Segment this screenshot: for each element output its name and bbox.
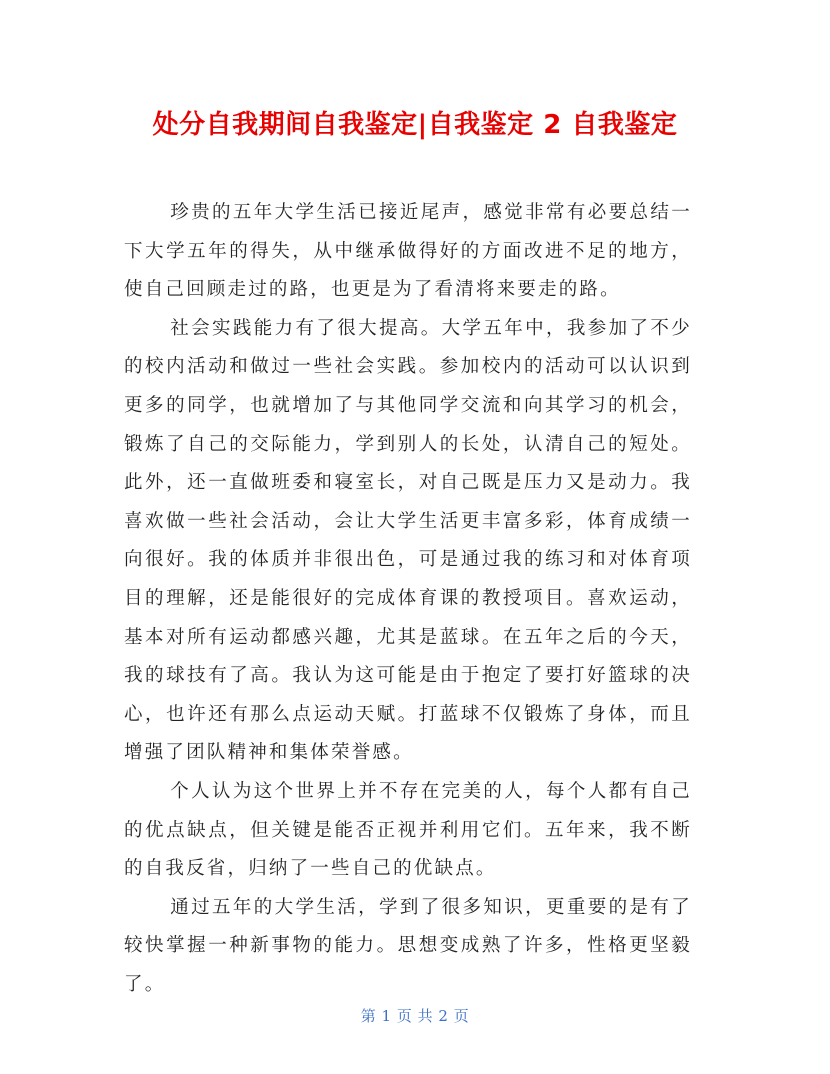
paragraph: 通过五年的大学生活，学到了很多知识，更重要的是有了较快掌握一种新事物的能力。思想变成熟了许多，性格更坚毅了。 xyxy=(124,896,692,995)
paragraph: 个人认为这个世界上并不存在完美的人，每个人都有自己的优点缺点，但关键是能否正视并利用它们。五年来，我不断的自我反省，归纳了一些自己的优缺点。 xyxy=(124,780,692,880)
document-title: 处分自我期间自我鉴定|自我鉴定 2 自我鉴定 xyxy=(152,110,678,140)
paragraph: 社会实践能力有了很大提高。大学五年中，我参加了不少的校内活动和做过一些社会实践。参加校内的活动可以认识到更多的同学，也就增加了与其他同学交流和向其学习的机会，锻炼了自己的交际能力，学到别人的长处，认清自己的短处。此外，还一直做班委和寝室长，对自己既是压力又是动力。我喜欢做一些社会活动，会让大学生活更丰富多彩，体育成绩一向很好。我的体质并非很出色，可是通过我的练习和对体育项目的理解，还是能很好的完成体育课的教授项目。喜欢运动，基本对所有运动都感兴趣，尤其是蓝球。在五年之后的今天，我的球技有了高。我认为这可能是由于抱定了要打好篮球的决心，也许还有那么点运动天赋。打蓝球不仅锻炼了身体，而且增强了团队精神和集体荣誉感。 xyxy=(124,317,692,764)
paragraph: 珍贵的五年大学生活已接近尾声，感觉非常有必要总结一下大学五年的得失，从中继承做得好的方面改进不足的地方，使自己回顾走过的路，也更是为了看清将来要走的路。 xyxy=(124,202,692,301)
page-footer: 第 1 页 共 2 页 xyxy=(360,1007,470,1025)
document-body xyxy=(124,194,692,1004)
